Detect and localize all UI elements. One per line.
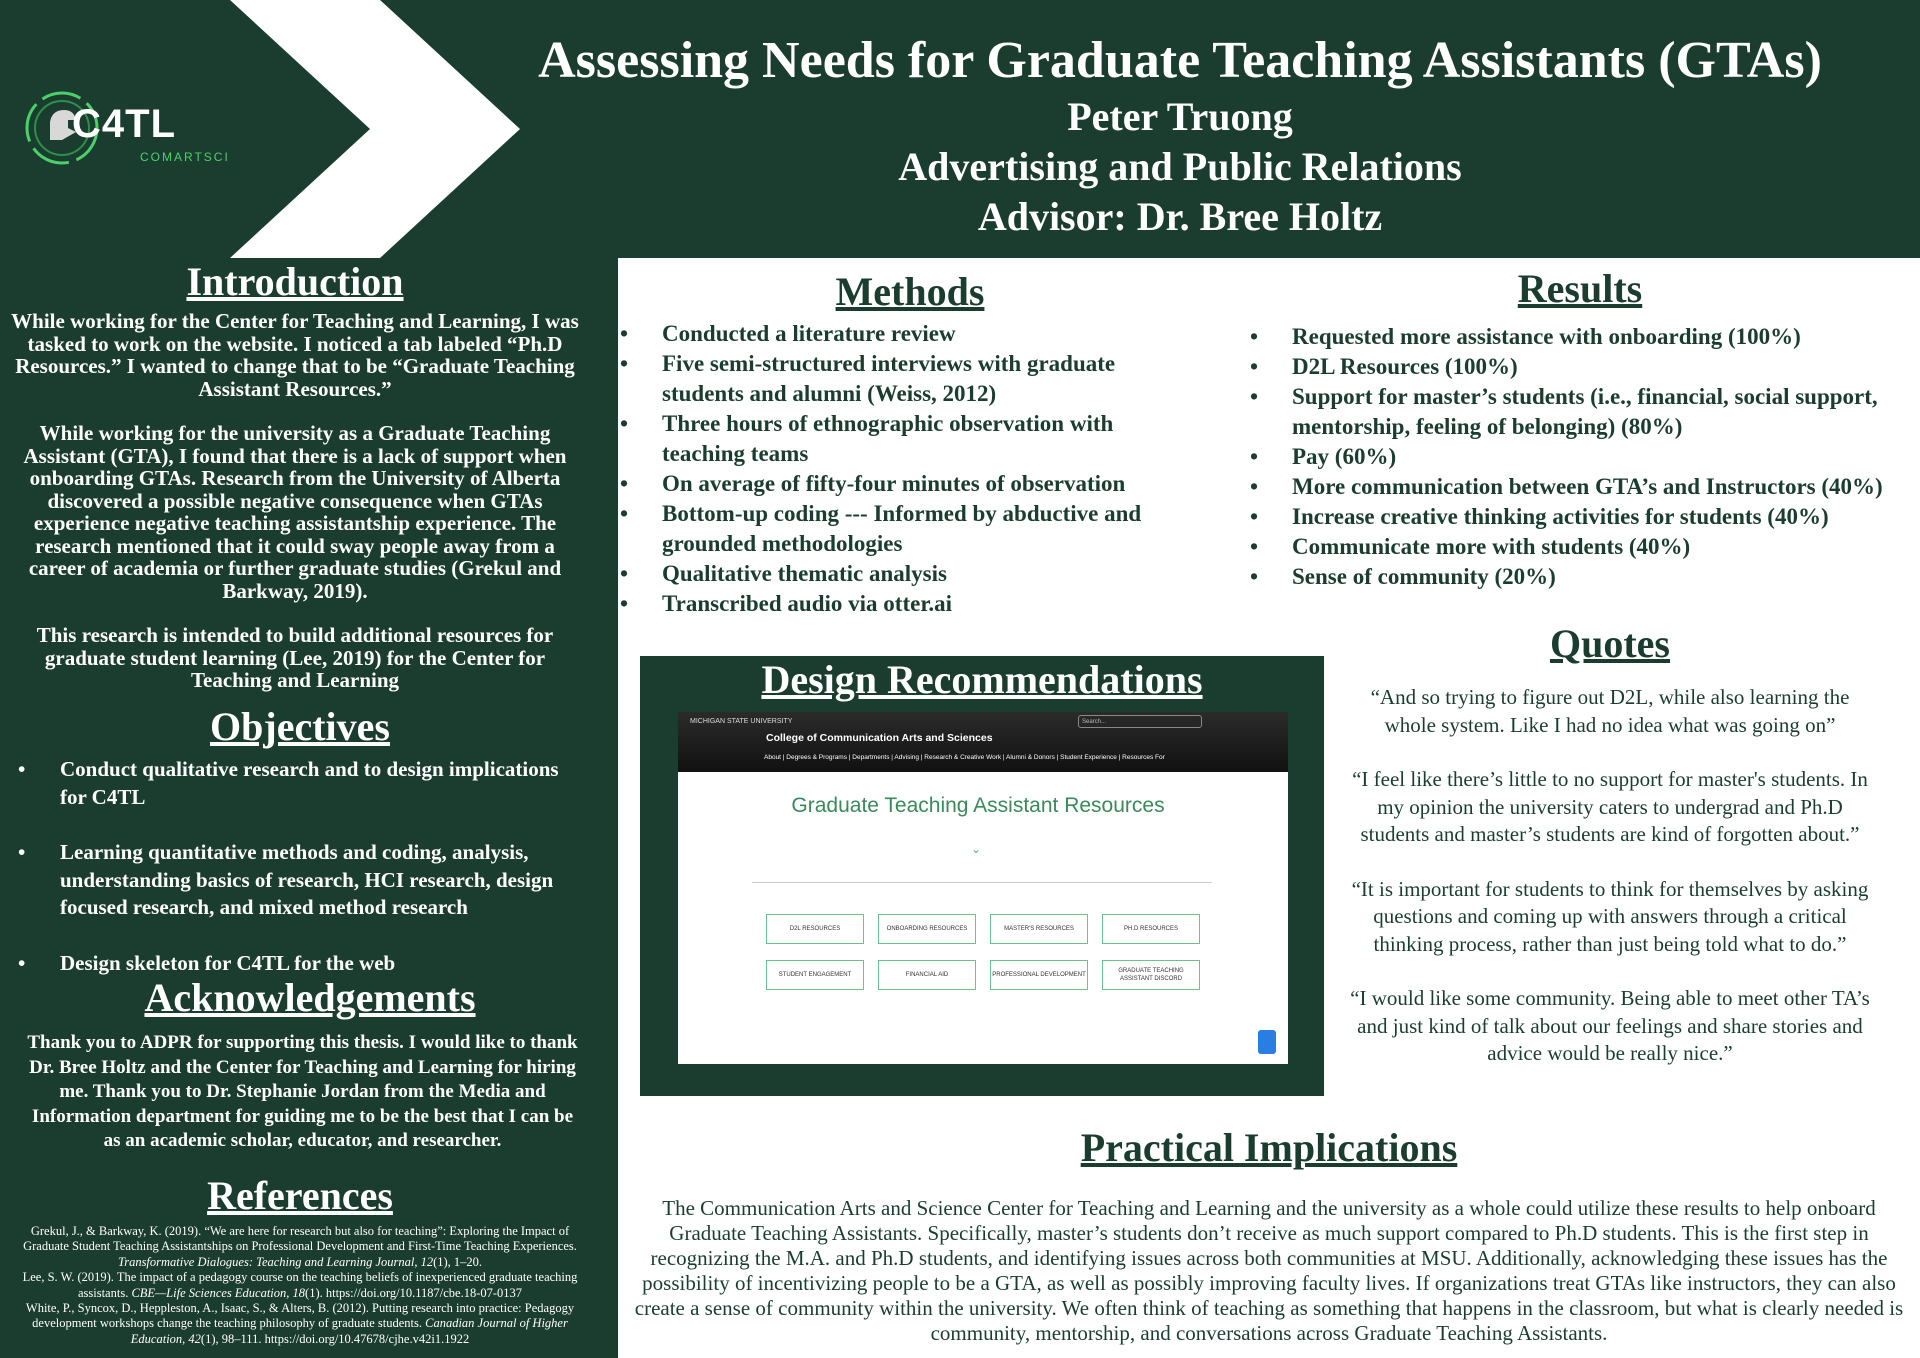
list-item: • Support for master’s students (i.e., financial, social support, mentorship, feeling of belonging) (80%): [1250, 382, 1900, 442]
logo-subtext: COMARTSCI: [140, 150, 230, 164]
list-item: • Increase creative thinking activities for students (40%): [1250, 502, 1900, 532]
list-item: • Conduct qualitative research and to design implications for C4TL: [18, 756, 578, 811]
intro-paragraph: This research is intended to build additional resources for graduate student learning (Lee, 2019) for the Center for Teaching and Learning: [36, 623, 554, 692]
mockup-nav[interactable]: About | Degrees & Programs | Departments | Advising | Research & Creative Work | Alumni & Donors | Student Experience | Resources For: [764, 754, 1165, 761]
quote-item: “It is important for students to think for themselves by asking questions and coming up with answers through a critical thinking process, rather than just being told what to do.”: [1351, 876, 1869, 956]
list-item: • Five semi-structured interviews with graduate students and alumni (Weiss, 2012): [620, 349, 1200, 409]
resource-button[interactable]: PH.D RESOURCES: [1102, 914, 1200, 944]
list-item: • Transcribed audio via otter.ai: [620, 589, 1200, 619]
references-heading: References: [207, 1173, 393, 1218]
resource-button[interactable]: STUDENT ENGAGEMENT: [766, 960, 864, 990]
acknowledgements-text: Thank you to ADPR for supporting this thesis. I would like to thank Dr. Bree Holtz and the Center for Teaching and Learning for hiring me. Thank you to Dr. Stephanie Jordan from the Media and Information department for guiding me to be the best that I can be as an academic scholar, educator, and researcher.: [27, 1032, 578, 1151]
quote-item: “I would like some community. Being able to meet other TA’s and just kind of talk about our feelings and share stories and advice would be really nice.”: [1350, 986, 1870, 1065]
introduction-heading: Introduction: [186, 259, 404, 304]
results-heading: Results: [1517, 266, 1643, 311]
design-heading: Design Recommendations: [761, 657, 1203, 702]
resource-button[interactable]: ONBOARDING RESOURCES: [878, 914, 976, 944]
chat-icon[interactable]: [1258, 1030, 1276, 1054]
quote-item: “And so trying to figure out D2L, while also learning the whole system. Like I had no idea what was going on”: [1370, 685, 1850, 737]
college-name: College of Communication Arts and Sciences: [766, 732, 993, 744]
results-list: [1250, 322, 1900, 592]
list-item: • On average of fifty-four minutes of observation: [620, 469, 1200, 499]
mockup-header: [678, 712, 1288, 772]
website-mockup: [678, 712, 1288, 1064]
reference-item: Grekul, J., & Barkway, K. (2019). “We are here for research but also for teaching”: Exploring the Impact of Graduate Student Teaching Assistantships on Professional Development and First-Time Teaching Experiences. Transformative Dialogues: Teaching and Learning Journal, 12(1), 1–20.: [23, 1224, 577, 1269]
reference-item: Lee, S. W. (2019). The impact of a pedagogy course on the teaching beliefs of inexperienced graduate teaching assistants. CBE—Life Sciences Education, 18(1). https://doi.org/10.1187/cbe.18-07-0137: [22, 1270, 578, 1300]
list-item: • Three hours of ethnographic observation with teaching teams: [620, 409, 1200, 469]
list-item: • Communicate more with students (40%): [1250, 532, 1900, 562]
search-input[interactable]: Search...: [1078, 715, 1202, 728]
quote-item: “I feel like there’s little to no support for master's students. In my opinion the university caters to undergrad and Ph.D students and master’s students are kind of forgotten about.”: [1352, 767, 1868, 846]
list-item: • Conducted a literature review: [620, 319, 1200, 349]
list-item: • Requested more assistance with onboarding (100%): [1250, 322, 1900, 352]
list-item: • Bottom-up coding --- Informed by abductive and grounded methodologies: [620, 499, 1200, 559]
resource-button[interactable]: FINANCIAL AID: [878, 960, 976, 990]
mockup-page-title: Graduate Teaching Assistant Resources: [791, 794, 1165, 817]
introduction-text: [10, 310, 580, 692]
references-list: [10, 1224, 590, 1347]
author-name: Peter Truong: [1067, 94, 1293, 139]
methods-heading: Methods: [835, 269, 985, 314]
list-item: • Pay (60%): [1250, 442, 1900, 472]
intro-paragraph: While working for the Center for Teaching and Learning, I was tasked to work on the website. I noticed a tab labeled “Ph.D Resources.” I wanted to change that to be “Graduate Teaching Assistant Resources.”: [11, 309, 579, 401]
acknowledgements-heading: Acknowledgements: [144, 975, 476, 1020]
objectives-list: [18, 756, 578, 977]
chevron-arrow-graphic: [230, 0, 520, 258]
poster-title: Assessing Needs for Graduate Teaching Assistants (GTAs): [538, 32, 1822, 89]
intro-paragraph: While working for the university as a Graduate Teaching Assistant (GTA), I found that there is a lack of support when onboarding GTAs. Research from the University of Alberta discovered a possible negative consequence when GTAs experience negative teaching assistantship experience. The research mentioned that it could sway people away from a career of academia or further graduate studies (Grekul and Barkway, 2019).: [23, 421, 567, 603]
practical-heading: Practical Implications: [1080, 1125, 1458, 1170]
poster-header: [500, 30, 1860, 242]
department: Advertising and Public Relations: [898, 144, 1462, 189]
c4tl-logo: [22, 88, 242, 178]
resource-button[interactable]: D2L RESOURCES: [766, 914, 864, 944]
msu-wordmark: MICHIGAN STATE UNIVERSITY: [690, 718, 793, 725]
resource-button[interactable]: GRADUATE TEACHING ASSISTANT DISCORD: [1102, 960, 1200, 990]
advisor: Advisor: Dr. Bree Holtz: [977, 194, 1383, 239]
quotes-list: [1350, 684, 1870, 1068]
list-item: • D2L Resources (100%): [1250, 352, 1900, 382]
chevron-down-icon: ⌄: [971, 842, 982, 856]
resource-button[interactable]: MASTER'S RESOURCES: [990, 914, 1088, 944]
quotes-heading: Quotes: [1550, 621, 1670, 666]
list-item: • Design skeleton for C4TL for the web: [18, 950, 578, 978]
logo-text: C4TL: [72, 102, 176, 146]
methods-list: [620, 319, 1200, 619]
list-item: • Learning quantitative methods and coding, analysis, understanding basics of research, HCI research, design focused research, and mixed method research: [18, 839, 578, 922]
resource-button[interactable]: PROFESSIONAL DEVELOPMENT: [990, 960, 1088, 990]
list-item: • More communication between GTA’s and Instructors (40%): [1250, 472, 1900, 502]
reference-item: White, P., Syncox, D., Heppleston, A., Isaac, S., & Alters, B. (2012). Putting research into practice: Pedagogy development workshops change the teaching philosophy of graduate students. Canadian Journal of Higher Education, 42(1), 98–111. https://doi.org/10.47678/cjhe.v42i1.1922: [25, 1301, 575, 1346]
objectives-heading: Objectives: [210, 704, 390, 749]
practical-text: The Communication Arts and Science Center for Teaching and Learning and the university as a whole could utilize these results to help onboard Graduate Teaching Assistants. Specifically, master’s students don’t receive as much support compared to Ph.D students. This is the first step in recognizing the M.A. and Ph.D students, and identifying issues across both communities at MSU. Additionally, acknowledging these issues has the possibility of incentivizing people to be a GTA, as well as possibly improving faculty lives. If organizations treat GTAs like instructors, they can also create a sense of community within the university. We often think of teaching as something that happens in the classroom, but what is clearly needed is community, mentorship, and conversations across Graduate Teaching Assistants.: [634, 1196, 1904, 1345]
list-item: • Sense of community (20%): [1250, 562, 1900, 592]
divider: [752, 882, 1212, 883]
list-item: • Qualitative thematic analysis: [620, 559, 1200, 589]
